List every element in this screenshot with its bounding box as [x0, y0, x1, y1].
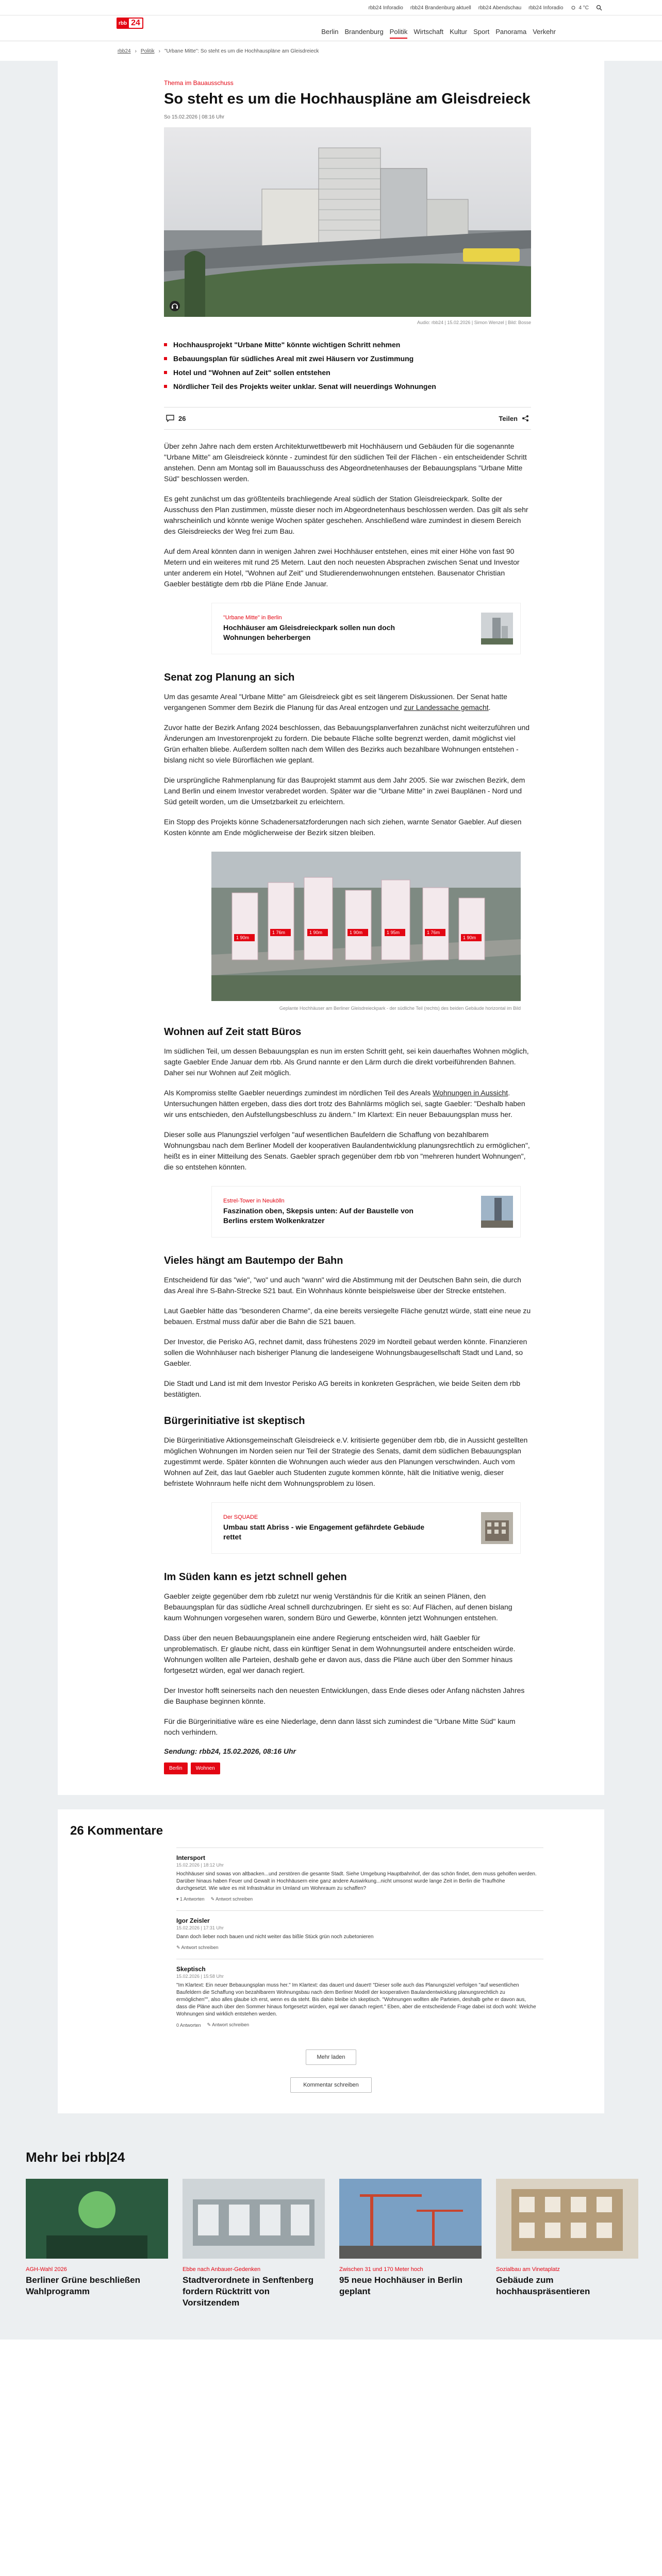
- summary-bullets: [164, 340, 531, 392]
- article-date: So 15.02.2026 | 08:16 Uhr: [164, 114, 225, 120]
- height-label: 1 90m: [309, 930, 323, 935]
- comment-date: 15.02.2026 | 18:12 Uhr: [176, 1862, 224, 1868]
- related-teaser[interactable]: [211, 603, 521, 654]
- article-toolbar: [164, 407, 531, 430]
- main-nav: [321, 28, 556, 39]
- teaser-thumbnail: [481, 1512, 513, 1544]
- more-card-title: Stadtverordnete in Senftenberg fordern Rücktritt von Vorsitzendem: [183, 2275, 314, 2308]
- height-label: 1 90m: [350, 930, 363, 935]
- paragraph: Laut Gaebler hätte das "besonderen Charme", da eine bereits versiegelte Fläche genutzt würde, statt eine neue zu bebauen. Erstmal muss dafür aber die Bahn die S21 bauen.: [164, 1307, 531, 1326]
- height-label: 1 95m: [387, 930, 400, 935]
- utility-bar: [0, 0, 662, 15]
- weather-temp: 4 °C: [578, 5, 589, 11]
- paragraph: Entscheidend für das "wie", "wo" und auch "wann" wird die Abstimmung mit der Deutschen Bahn sein, die durch das Areal ihre S-Bahn-Strecke S21 baut. Ein Wohnhaus könnte beispielsweise über der Strecke entstehen.: [164, 1276, 521, 1295]
- more-card-title: Gebäude zum hochhauspräsentieren: [496, 2275, 590, 2296]
- breadcrumb-section[interactable]: Politik: [140, 48, 155, 54]
- summary-bullet: Bebauungsplan für südliches Areal mit zwei Häusern vor Zustimmung: [164, 353, 531, 364]
- comment-actions: [176, 1945, 543, 1951]
- share-label: Teilen: [499, 414, 518, 422]
- more-card-image: [183, 2179, 325, 2259]
- comments-heading: 26 Kommentare: [70, 1824, 163, 1838]
- logo-prefix: rbb: [119, 20, 127, 26]
- load-more-comments-button[interactable]: Mehr laden: [306, 2049, 356, 2065]
- utility-link[interactable]: rbb24 Abendschau: [478, 5, 522, 11]
- more-card[interactable]: [339, 2179, 482, 2309]
- height-label: 1 76m: [427, 930, 440, 935]
- breadcrumb-current: "Urbane Mitte": So steht es um die Hochhauspläne am Gleisdreieck: [164, 48, 319, 54]
- paragraph: Dass über den neuen Bebauungsplanein eine andere Regierung entscheiden wird, hält Gaebler für unproblematisch. Er glaube nicht, dass ein künftiger Senat in dem Wohnungsurteil andere entscheiden würde. Wohnungen wollten alle Parteien, deshalb gehe er davon aus, dass die Pläne auch über den Sommer hinaus fortgesetzt würden, egal wer danach regiert.: [164, 1634, 516, 1674]
- paragraph: Es geht zunächst um das größtenteils brachliegende Areal südlich der Station Gleisdreieckpark. Sollte der Ausschuss den Plan zustimmen, müsste dieser noch im Abgeordnetenhaus beschlossen werden. Das gilt als sehr wahrscheinlich und könnte wenige Wochen später geschehen. Anschließend wäre zumindest in diesem Bereich des Gleisdreiecks der Weg frei zum Bau.: [164, 495, 528, 535]
- height-label: 1 90m: [236, 935, 250, 940]
- more-heading: Mehr bei rbb|24: [26, 2149, 125, 2165]
- paragraph: Der Investor, die Perisko AG, rechnet damit, dass frühestens 2029 im Nordteil gebaut werden könnte. Finanzieren sollen die Wohnhäuser nach bisheriger Planung die landeseigene Wohnungsbaugesellschaft Stadt und Land, so Gaebler.: [164, 1337, 527, 1367]
- tag-list: [164, 1762, 531, 1774]
- comment-count: 26: [178, 414, 186, 422]
- reply-button[interactable]: ✎ Antwort schreiben: [207, 2022, 250, 2027]
- article-kicker: Thema im Bauausschuss: [164, 79, 234, 87]
- teaser-title: Umbau statt Abriss - wie Engagement gefährdete Gebäude rettet: [223, 1523, 425, 1541]
- section-heading: Im Süden kann es jetzt schnell gehen: [164, 1571, 347, 1583]
- nav-item-kultur[interactable]: Kultur: [450, 28, 468, 36]
- comment: [176, 1959, 543, 2036]
- more-card-image: [496, 2179, 638, 2259]
- comment-text: Dann doch lieber noch bauen und nicht weiter das bißle Stück grün noch zubetonieren: [176, 1934, 374, 1940]
- utility-link[interactable]: rbb24 Brandenburg aktuell: [410, 5, 471, 11]
- more-card-image: [339, 2179, 482, 2259]
- nav-item-wirtschaft[interactable]: Wirtschaft: [413, 28, 444, 36]
- related-teaser[interactable]: [211, 1186, 521, 1238]
- comments-section: [58, 1809, 604, 2113]
- logo-name: 24: [129, 19, 142, 28]
- hero-caption: Audio: rbb24 | 15.02.2026 | Simon Wenzel | Bild: Bosse: [417, 320, 531, 325]
- summary-bullet: Hochhausprojekt "Urbane Mitte" könnte wichtigen Schritt nehmen: [164, 340, 531, 350]
- section-heading: Senat zog Planung an sich: [164, 672, 295, 683]
- related-teaser[interactable]: [211, 1502, 521, 1554]
- more-card-image: [26, 2179, 168, 2259]
- more-card-kicker: AGH-Wahl 2026: [26, 2266, 67, 2273]
- teaser-thumbnail: [481, 1196, 513, 1228]
- write-comment-button[interactable]: Kommentar schreiben: [290, 2077, 372, 2093]
- expand-replies-button[interactable]: ▾ 1 Antworten: [176, 1896, 205, 1902]
- more-grid: [26, 2179, 636, 2309]
- site-header: [0, 15, 662, 41]
- paragraph: Ein Stopp des Projekts könne Schadenersatzforderungen nach sich ziehen, warnte Senator Gaebler. Auf diesen Kosten könnte am Ende möglicherweise der Bezirk sitzen bleiben.: [164, 818, 522, 837]
- more-card-kicker: Zwischen 31 und 170 Meter hoch: [339, 2266, 423, 2273]
- utility-link[interactable]: rbb24 Inforadio: [368, 5, 403, 11]
- tag-berlin[interactable]: Berlin: [164, 1762, 188, 1774]
- comment: [176, 1848, 543, 1910]
- more-card[interactable]: [183, 2179, 325, 2309]
- paragraph: Dieser solle aus Planungsziel verfolgen "auf wesentlichen Baufeldern die Schaffung von bezahlbarem Wohnungsbau nach dem Berliner Modell der kooperativen Baulandentwicklung planungsrechtlich zu ermöglichen", heißt es in einer Mitteilung des Senats. Gaebler sprach gegenüber dem rbb von "mehreren hundert Wohnungen", die so entstehen könnten.: [164, 1130, 530, 1171]
- paragraph: Über zehn Jahre nach dem ersten Architekturwettbewerb mit Hochhäusern und Gebäuden für die sogenannte "Urbane Mitte" am Gleisdreieck könnte - zumindest für den südlichen Teil der Flächen - ein entscheidender Schritt anstehen. Denn am Montag soll im Bauausschuss des Abgeordnetenhauses der Bebauungsplans "Urbane Mitte Süd" beschlossen werden.: [164, 442, 527, 483]
- broadcast-info: Sendung: rbb24, 15.02.2026, 08:16 Uhr: [164, 1747, 296, 1755]
- weather-icon: [570, 5, 576, 11]
- more-section: [0, 2129, 662, 2340]
- summary-bullet: Nördlicher Teil des Projekts weiter unklar. Senat will neuerdings Wohnungen: [164, 381, 531, 392]
- comment-date: 15.02.2026 | 15:58 Uhr: [176, 1974, 224, 1979]
- nav-item-berlin[interactable]: Berlin: [321, 28, 339, 36]
- teaser-kicker: Der SQUADE: [223, 1514, 258, 1520]
- comment-text: Hochhäuser sind sowas von altbacken...und zerstören die gesamte Stadt. Siehe Umgebung Hauptbahnhof, der das schön findet, dem muss geholfen werden. Darüber hinaus haben Feuer und Gewalt in Hochhäusern eine ganz andere Auswirkung...nicht umsonst wurde lange Zeit in Berlin die Traufhöhe durchgesetzt. Wie wäre es mit Infrastruktur im Umland um Wohnraum zu schaffen?: [176, 1871, 537, 1891]
- breadcrumb-home[interactable]: rbb24: [118, 48, 131, 54]
- nav-item-brandenburg[interactable]: Brandenburg: [344, 28, 384, 36]
- paragraph: Zuvor hatte der Bezirk Anfang 2024 beschlossen, das Bebauungsplanverfahren zunächst nicht weiterzuführen und Änderungen am Investorenprojekt zu fordern. Die bebaute Fläche sollte begrenzt werden, damit möglichst viel Grün erhalten bliebe. Außerdem sollten nach dem Willen des Bezirks auch bezahlbare Wohnungen entstehen - bislang nicht so viele Bürorflächen wie geplant.: [164, 723, 530, 764]
- comment-date: 15.02.2026 | 17:31 Uhr: [176, 1925, 224, 1930]
- paragraph: Die Bürgerinitiative Aktionsgemeinschaft Gleisdreieck e.V. kritisierte gegenüber dem rbb, die in Aussicht gestellten möglichen Wohnungen im Norden seien nur Teil der Strategie des Senats, damit dem südlichen Bebauungsplan zugestimmt werde. Später könnten die Wohnungen auch wieder aus den Planungen verschwinden. Auch vom Wohnen auf Zeit, das laut Gaebler auch Studenten zugute kommen könnte, hält die Initiative wenig, dieser befristete Wohnraum helfe nicht dem Wohnungsproblem zu lösen.: [164, 1436, 528, 1487]
- teaser-kicker: "Urbane Mitte" in Berlin: [223, 615, 282, 621]
- paragraph: Die ursprüngliche Rahmenplanung für das Bauprojekt stammt aus dem Jahr 2005. Sie war zwischen Bezirk, dem Land Berlin und einem Investor verabredet worden. Später war die "Urbane Mitte" in zwei Bauplänen - Nord und Süd geteilt worden, um die Umsetzbarkeit zu erleichtern.: [164, 776, 525, 806]
- comment-icon: [166, 415, 174, 422]
- comment: [176, 1910, 543, 1959]
- more-card-title: 95 neue Hochhäuser in Berlin geplant: [339, 2275, 463, 2296]
- paragraph: Gaebler zeigte gegenüber dem rbb zuletzt nur wenig Verständnis für die Kritik an seinen Plänen, den Bebauungsplan für das südliche Areal schnell durchzubringen. Er sieht es so: Auf Flächen, auf denen bislang kaum Wohnungen vorgesehen waren, sondern Büro und Gewerbe, könnten jetzt Wohnungen entstehen.: [164, 1592, 512, 1622]
- nav-item-politik[interactable]: Politik: [390, 28, 408, 39]
- hero-illustration: [164, 127, 531, 317]
- summary-bullet: Hotel und "Wohnen auf Zeit" sollen entstehen: [164, 367, 531, 378]
- audio-icon[interactable]: [169, 300, 180, 312]
- article-band: [0, 61, 662, 2129]
- more-card-title: Berliner Grüne beschließen Wahlprogramm: [26, 2275, 141, 2296]
- comment-actions: [176, 2022, 543, 2028]
- height-label: 1 76m: [272, 930, 286, 935]
- nav-item-verkehr[interactable]: Verkehr: [533, 28, 556, 36]
- reply-button[interactable]: ✎ Antwort schreiben: [210, 1896, 253, 1902]
- teaser-kicker: Estrel-Tower in Neukölln: [223, 1198, 285, 1204]
- more-card[interactable]: [26, 2179, 168, 2309]
- share-icon: [522, 415, 529, 422]
- nav-item-sport[interactable]: Sport: [473, 28, 490, 36]
- section-heading: Vieles hängt am Bautempo der Bahn: [164, 1255, 343, 1266]
- comment-text: "Im Klartext: Ein neuer Bebauungsplan muss her." Im Klartext: das dauert und dauert! "Dieser solle auch das Planungsziel verfolgen "auf wesentlichen Baufeldern die Schaffung von bezahlbarem Wohnungsbau nach dem Berliner Modell der kooperativen Baulandentwicklung planungsrechtlich zu ermöglichen"", also alles glaube ich erst, wenn es da steht. Bis dahin bleibe ich skeptisch. "Wohnungen wollten alle Parteien, deshalb gehe er davon aus, dass die Pläne auch über den Sommer hinaus fortgesetzt würden, egal wer danach regiert." Eben, aber die entscheidende Frage dabei ist doch wohl: Welche Wohnungen sind wirklich entstehen werden.: [176, 1982, 536, 2017]
- teaser-title: Hochhäuser am Gleisdreieckpark sollen nun doch Wohnungen beherbergen: [223, 623, 395, 641]
- image-caption: Geplante Hochhäuser am Berliner Gleisdreieckpark - der südliche Teil (rechts) des beiden Gebäude horizontal im Bild: [279, 1006, 521, 1011]
- more-card-kicker: Ebbe nach Anbauer-Gedenken: [183, 2266, 261, 2273]
- comment-author[interactable]: Intersport: [176, 1854, 206, 1861]
- paragraph: Im südlichen Teil, um dessen Bebauungsplan es nun im ersten Schritt geht, sei kein dauerhaftes Wohnen möglich, sagte Gaebler Ende Januar dem rbb. Als Grund nannte er den Lärm durch die direkt vorbeiführenden Bahnen. Daher sei nur Wohnen auf Zeit möglich.: [164, 1047, 529, 1077]
- aerial-image[interactable]: [211, 852, 521, 1001]
- search-icon[interactable]: [596, 5, 602, 11]
- teaser-title: Faszination oben, Skepsis unten: Auf der Baustelle von Berlins erstem Wolkenkratzer: [223, 1207, 413, 1225]
- rbb24-logo[interactable]: [117, 18, 143, 29]
- teaser-thumbnail: [481, 613, 513, 645]
- height-label: 1 90m: [463, 935, 476, 940]
- hero-image[interactable]: [164, 127, 531, 317]
- inline-link[interactable]: Wohnungen in Aussicht: [433, 1089, 508, 1097]
- nav-item-panorama[interactable]: Panorama: [495, 28, 527, 36]
- paragraph: Der Investor hofft seinerseits nach den neuesten Entwicklungen, dass Ende dieses oder Anfang nächsten Jahres die Bauphase beginnen könnte.: [164, 1686, 525, 1705]
- comments-link[interactable]: [166, 415, 186, 422]
- paragraph: Auf dem Areal könnten dann in wenigen Jahren zwei Hochhäuser entstehen, eines mit einer Höhe von fast 90 Metern und ein weiteres mit rund 25 Metern. Laut den noch neuesten Absprachen zwischen Senat und Investor unter anderem ein Hotel, "Wohnen auf Zeit" und Studierendenwohnungen entstehen. Bausenator Christian Gaebler bestätigte dem rbb die Pläne Ende Januar.: [164, 547, 520, 588]
- share-button[interactable]: [499, 415, 529, 422]
- breadcrumb-separator: ›: [158, 48, 160, 54]
- breadcrumb-separator: ›: [135, 48, 137, 54]
- paragraph: Um das gesamte Areal "Urbane Mitte" am Gleisdreieck gibt es seit längerem Diskussionen. Der Senat hatte vergangenen Sommer dem Bezirk die Planung für das Areal entzogen und zur Landessache gemacht.: [164, 692, 507, 711]
- comment-author[interactable]: Skeptisch: [176, 1965, 206, 1973]
- paragraph: Für die Bürgerinitiative wäre es eine Niederlage, denn dann lässt sich zumindest die "Urbane Mitte Süd" kaum noch verhindern.: [164, 1717, 516, 1736]
- reply-button[interactable]: ✎ Antwort schreiben: [176, 1945, 219, 1950]
- comment-author[interactable]: Igor Zeisler: [176, 1917, 210, 1924]
- tag-wohnen[interactable]: Wohnen: [191, 1762, 220, 1774]
- weather-widget[interactable]: [570, 5, 589, 11]
- expand-replies-button[interactable]: 0 Antworten: [176, 2022, 201, 2028]
- breadcrumb: [60, 41, 602, 61]
- article-title: So steht es um die Hochhauspläne am Gleisdreieck: [164, 91, 531, 107]
- section-heading: Wohnen auf Zeit statt Büros: [164, 1026, 302, 1038]
- article: [58, 61, 604, 1795]
- paragraph: Die Stadt und Land ist mit dem Investor Perisko AG bereits in konkreten Gesprächen, wie beide Seiten dem rbb bestätigten.: [164, 1379, 521, 1398]
- comment-actions: [176, 1896, 543, 1902]
- paragraph: Als Kompromiss stellte Gaebler neuerdings zumindest im nördlichen Teil des Areals Wohnungen in Aussicht. Untersuchungen hätten ergeben, dass dies dort trotz des Bahnlärms möglich sei, sagte Gaebler: "Deshalb haben wir uns entschieden, den Aufstellungsbeschluss zu ändern." Im Klartext: Ein neuer Bebauungsplan muss her.: [164, 1089, 525, 1118]
- inline-link[interactable]: zur Landessache gemacht: [404, 703, 489, 711]
- section-heading: Bürgerinitiative ist skeptisch: [164, 1415, 305, 1427]
- more-card-kicker: Sozialbau am Vinetaplatz: [496, 2266, 560, 2273]
- more-card[interactable]: [496, 2179, 638, 2309]
- utility-link[interactable]: rbb24 Inforadio: [528, 5, 564, 11]
